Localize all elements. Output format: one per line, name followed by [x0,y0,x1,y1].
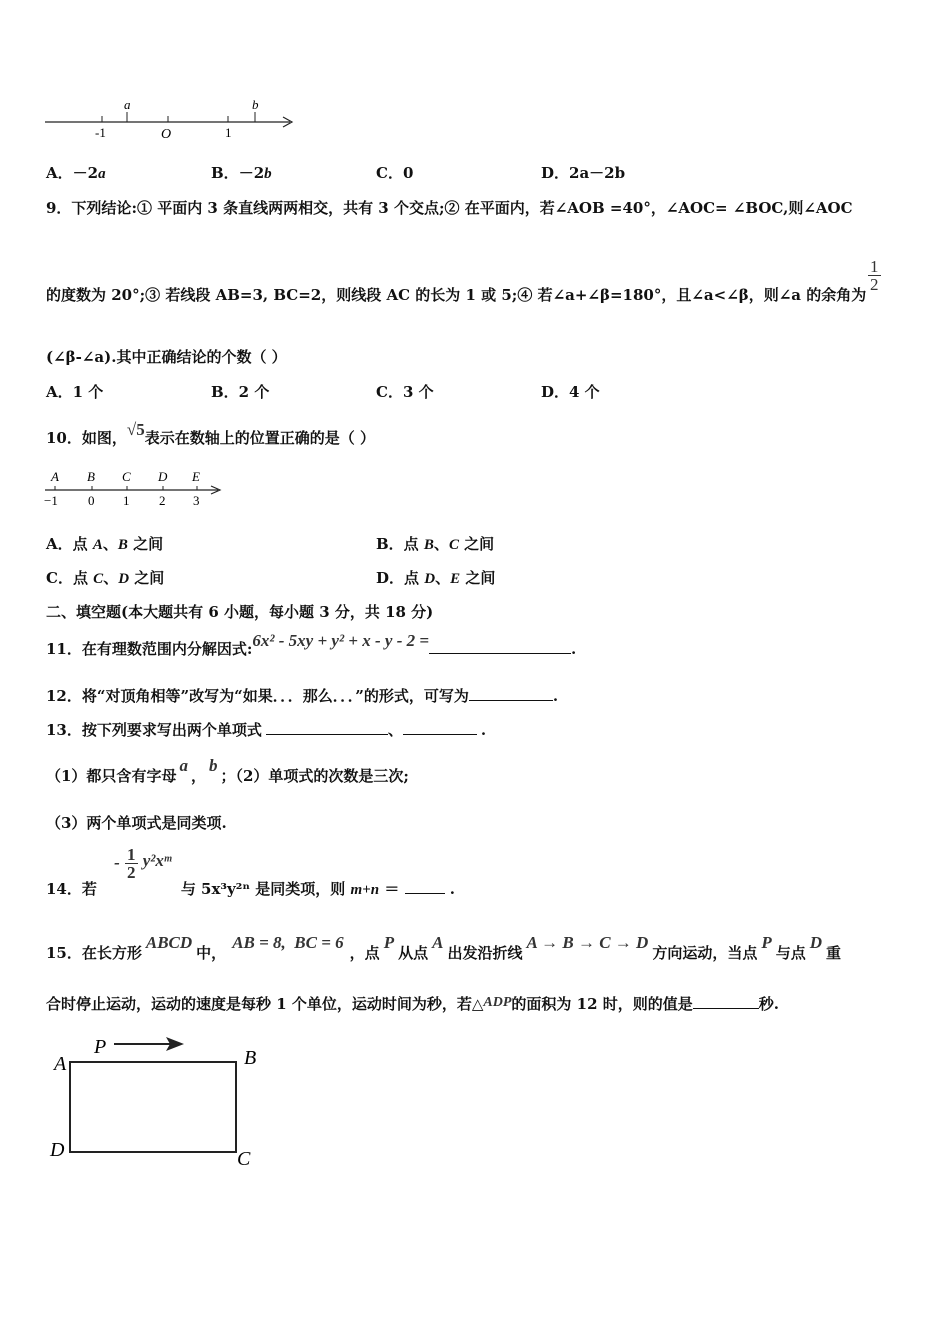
q9-option-d[interactable]: D．4 个 [541,383,600,401]
numline-tick-neg1: -1 [95,125,106,140]
q10-tick-1: 1 [123,493,130,508]
q10-point-d: D [158,469,168,484]
sqrt5: √5 [126,420,145,439]
q9-line2: 的度数为 20°;③ 若线段 AB=3, BC=2，则线段 AC 的长为 1 或 5;④ 若∠a+∠β=180°，且∠a<∠β，则∠a 的余角为 [46,286,867,304]
fig-label-p: P [94,1036,107,1058]
section-heading: 二、填空题(本大题共有 6 小题，每小题 3 分，共 18 分) [46,603,434,621]
q10-number-line [40,464,230,510]
q11-expression: 6x² - 5xy + y² + x - y - 2 = [252,631,430,650]
numline-label-b: b [252,97,259,112]
q10-option-d[interactable]: D．点 D、E 之间 [376,569,496,587]
q15-line1: 15．在长方形ABCD中，AB = 8, BC = 6，点P从点A出发沿折线A → B → C → D方向运动，当点P与点D重 [46,933,842,962]
q10-point-e: E [192,469,200,484]
q14-answer-blank[interactable] [405,879,445,894]
fig-label-c: C [237,1148,251,1170]
q8-option-b[interactable]: B．－2b [211,164,272,182]
q9-option-a[interactable]: A．1 个 [46,383,104,401]
q11: 11．在有理数范围内分解因式:6x² - 5xy + y² + x - y - 2 = . [46,631,577,658]
q10-point-b: B [87,469,95,484]
q15-answer-blank[interactable] [693,994,759,1009]
fig-label-d: D [50,1139,65,1161]
numline-tick-one: 1 [225,125,232,140]
q12-answer-blank[interactable] [469,686,553,701]
q8-option-a[interactable]: A．－2a [46,164,106,182]
q8-option-d[interactable]: D．2a－2b [541,164,626,182]
q9-option-c[interactable]: C．3 个 [376,383,434,401]
q11-answer-blank[interactable] [429,639,571,654]
q15-line2: 合时停止运动，运动的速度是每秒 1 个单位，运动时间为秒，若△ADP的面积为 12 时，则的值是 秒. [46,995,779,1013]
q9-fraction: $\frac{1}{2}$ [870,257,879,294]
q8-option-c[interactable]: C．0 [376,164,414,182]
numline-label-a: a [124,97,131,112]
q10-tick-3: 3 [193,493,200,508]
q13-requirement-1: （1）都只含有字母a，b；（2）单项式的次数是三次; [46,756,409,785]
q10-tick-0: 0 [88,493,95,508]
q10-tick-2: 2 [159,493,166,508]
q14: 14．若 - $\frac{1}{2}$ y²xᵐ 与 5x³y²ⁿ 是同类项，则 m+n ＝ . [46,845,456,898]
fig-label-b: B [244,1047,257,1069]
q12: 12．将“对顶角相等”改写为“如果．．．那么．．．”的形式，可写为 . [46,687,559,705]
q10-option-c[interactable]: C．点 C、D 之间 [46,569,165,587]
q10-option-a[interactable]: A．点 A、B 之间 [46,535,164,553]
q10-option-b[interactable]: B．点 B、C 之间 [376,535,495,553]
q15-rectangle-figure [44,1030,274,1175]
q9-line1: 9．下列结论:① 平面内 3 条直线两两相交，共有 3 个交点;② 在平面内，若∠AOB =40°，∠AOC= ∠BOC,则∠AOC [46,199,853,217]
q13-answer-blank-2[interactable] [403,720,477,735]
q13: 13．按下列要求写出两个单项式 、 . [46,721,487,739]
fig-label-a: A [54,1053,67,1075]
q10-point-c: C [122,469,131,484]
q13-requirement-3: （3）两个单项式是同类项. [46,814,227,832]
q9-option-b[interactable]: B．2 个 [211,383,270,401]
q10-stem: 10．如图，√5表示在数轴上的位置正确的是（ ） [46,420,375,447]
q10-point-a: A [51,469,59,484]
q9-line3: (∠β-∠a).其中正确结论的个数（ ） [46,348,287,366]
numline-tick-zero: O [161,127,172,142]
q10-tick-neg1: −1 [44,493,58,508]
q8-number-line [40,92,305,144]
q13-answer-blank-1[interactable] [266,720,388,735]
q14-fraction: $\frac{1}{2}$ [127,845,136,882]
